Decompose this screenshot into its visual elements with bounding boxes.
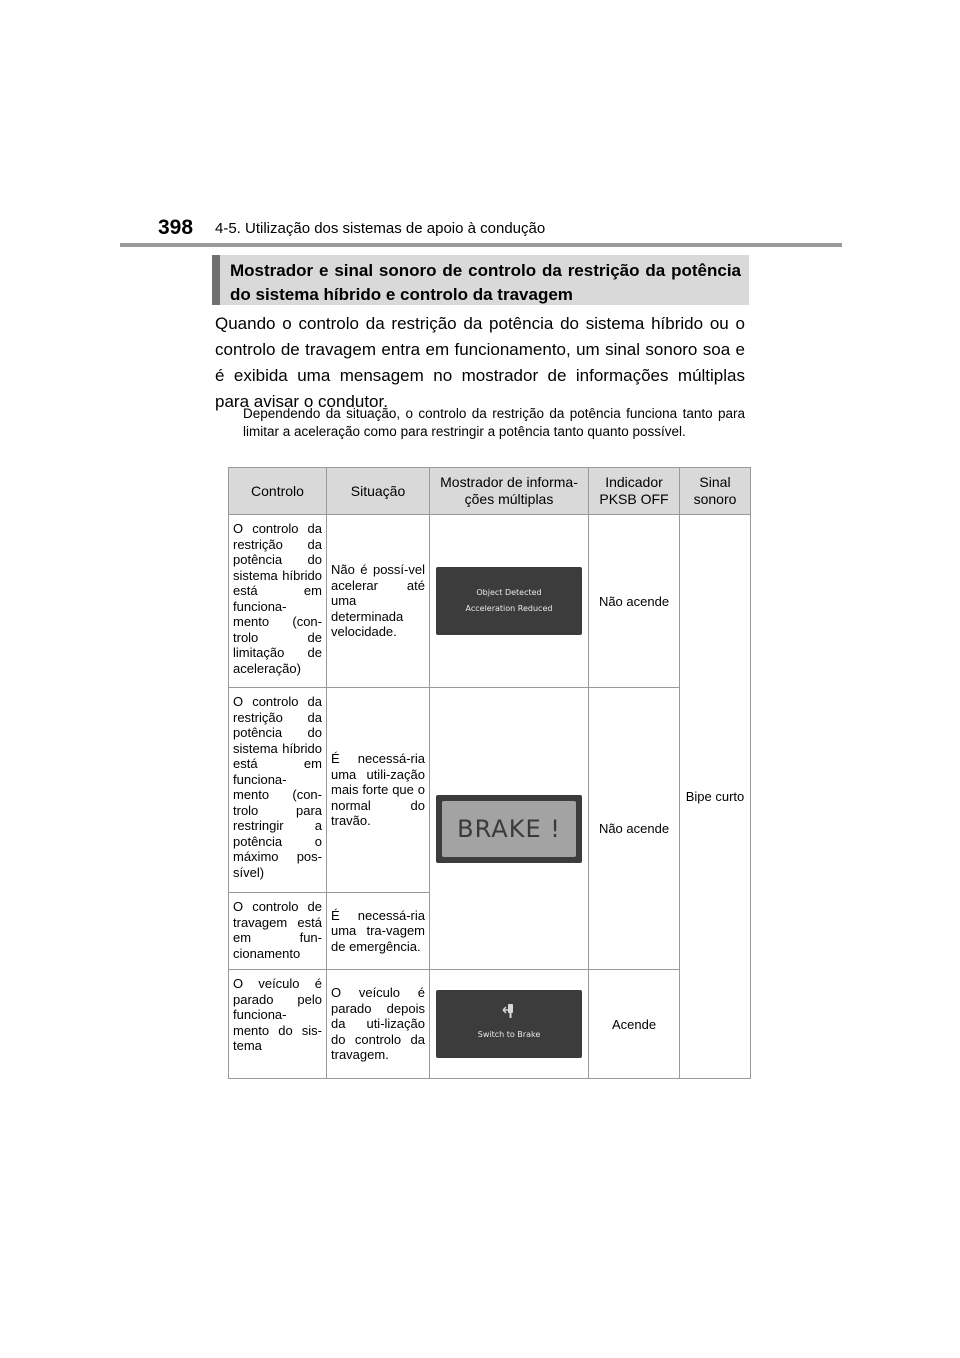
indicator-cell: Acende bbox=[589, 970, 680, 1079]
control-cell: O controlo da restrição da potência do sistema híbrido está em funciona-mento (con-trolo de limitação de aceleração) bbox=[229, 515, 327, 688]
section-title: Mostrador e sinal sonoro de controlo da restrição da potência do sistema híbrido e controlo da travagem bbox=[212, 255, 749, 305]
chapter-title: 4-5. Utilização dos sistemas de apoio à condução bbox=[215, 220, 546, 237]
display-screen-switch-to-brake bbox=[436, 990, 582, 1058]
header-situation: Situação bbox=[327, 468, 430, 515]
display-cell bbox=[430, 688, 589, 970]
display-line: Acceleration Reduced bbox=[465, 604, 553, 613]
situation-cell: É necessá-ria uma utili-zação mais forte que o normal do travão. bbox=[327, 688, 430, 893]
situation-cell: Não é possí-vel acelerar até uma determinada velocidade. bbox=[327, 515, 430, 688]
table-header-row bbox=[229, 468, 751, 515]
display-screen-brake bbox=[436, 795, 582, 863]
display-cell bbox=[430, 970, 589, 1079]
header-indicator: Indicador PKSB OFF bbox=[589, 468, 680, 515]
header-sound: Sinal sonoro bbox=[680, 468, 751, 515]
display-cell bbox=[430, 515, 589, 688]
indicator-cell: Não acende bbox=[589, 688, 680, 970]
display-line: Switch to Brake bbox=[477, 1030, 541, 1039]
header-rule bbox=[120, 243, 842, 247]
header-display: Mostrador de informa-ções múltiplas bbox=[430, 468, 589, 515]
intro-paragraph: Quando o controlo da restrição da potência do sistema híbrido ou o controlo de travagem entra em funcionamento, um sinal sonoro soa e é exibida uma mensagem no mostrador de informações múltiplas para avisar o condutor. bbox=[215, 314, 745, 411]
indicator-cell: Não acende bbox=[589, 515, 680, 688]
control-cell: O veículo é parado pelo funciona-mento do sis-tema bbox=[229, 970, 327, 1079]
situation-cell: O veículo é parado depois da uti-lização do controlo da travagem. bbox=[327, 970, 430, 1079]
header-control: Controlo bbox=[229, 468, 327, 515]
control-cell: O controlo de travagem está em fun-cionamento bbox=[229, 893, 327, 970]
table-row bbox=[229, 688, 751, 893]
page-number: 398 bbox=[158, 216, 194, 239]
info-table bbox=[228, 467, 751, 1079]
display-line: Object Detected bbox=[476, 588, 542, 597]
sound-cell: Bipe curto bbox=[680, 515, 751, 1079]
table-row bbox=[229, 970, 751, 1079]
situation-cell: É necessá-ria uma tra-vagem de emergência. bbox=[327, 893, 430, 970]
table-row bbox=[229, 515, 751, 688]
note-paragraph: Dependendo da situação, o controlo da restrição da potência funciona tanto para limitar a aceleração como para restringir a potência tanto quanto possível. bbox=[243, 406, 745, 439]
display-screen-object-detected bbox=[436, 567, 582, 635]
brake-message: BRAKE ! bbox=[442, 801, 576, 857]
pedal-icon bbox=[500, 1002, 518, 1020]
control-cell: O controlo da restrição da potência do sistema híbrido está em funciona-mento (con-trolo para restringir a potência o máximo pos-sível) bbox=[229, 688, 327, 893]
